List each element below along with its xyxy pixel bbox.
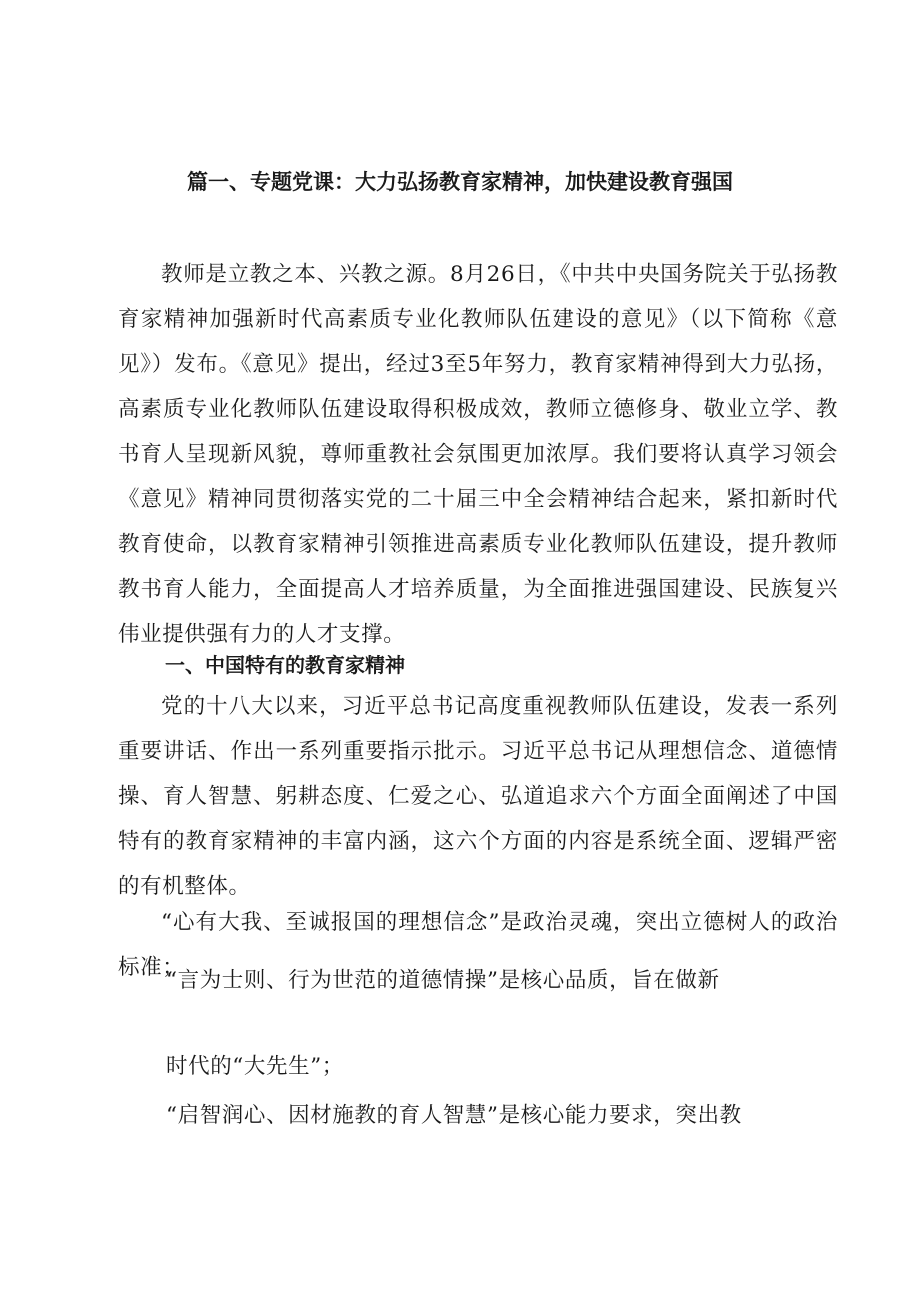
paragraph-ethics-line-1: “言为士则、行为世范的道德情操”是核心品质，旨在做新 <box>166 968 720 993</box>
paragraph-ideals: “心有大我、至诚报国的理想信念”是政治灵魂，突出立德树人的政治标准； <box>118 910 838 980</box>
paragraph-ethics-line-2: 时代的“大先生”； <box>166 1054 344 1079</box>
section-heading: 一、中国特有的教育家精神 <box>165 653 405 677</box>
document-title: 篇一、专题党课：大力弘扬教育家精神，加快建设教育强国 <box>187 170 733 194</box>
paragraph-section-1: 党的十八大以来，习近平总书记高度重视教师队伍建设，发表一系列重要讲话、作出一系列重要指示批示。习近平总书记从理想信念、道德情操、育人智慧、躬耕态度、仁爱之心、弘道追求六个方面全面阐述了中国特有的教育家精神的丰富内涵，这六个方面的内容是系统全面、逻辑严密的有机整体。 <box>118 694 838 899</box>
paragraph-intro: 教师是立教之本、兴教之源。8月26日，《中共中央国务院关于弘扬教育家精神加强新时代高素质专业化教师队伍建设的意见》（以下简称《意见》）发布。《意见》提出，经过3至5年努力，教育家精神得到大力弘扬，高素质专业化教师队伍建设取得积极成效，教师立德修身、敬业立学、教书育人呈现新风貌，尊师重教社会氛围更加浓厚。我们要将认真学习领会《意见》精神同贯彻落实党的二十届三中全会精神结合起来，紧扣新时代教育使命，以教育家精神引领推进高素质专业化教师队伍建设，提升教师教书育人能力，全面提高人才培养质量，为全面推进强国建设、民族复兴伟业提供强有力的人才支撑。 <box>118 262 838 647</box>
paragraph-wisdom: “启智润心、因材施教的育人智慧”是核心能力要求，突出教 <box>166 1103 742 1128</box>
